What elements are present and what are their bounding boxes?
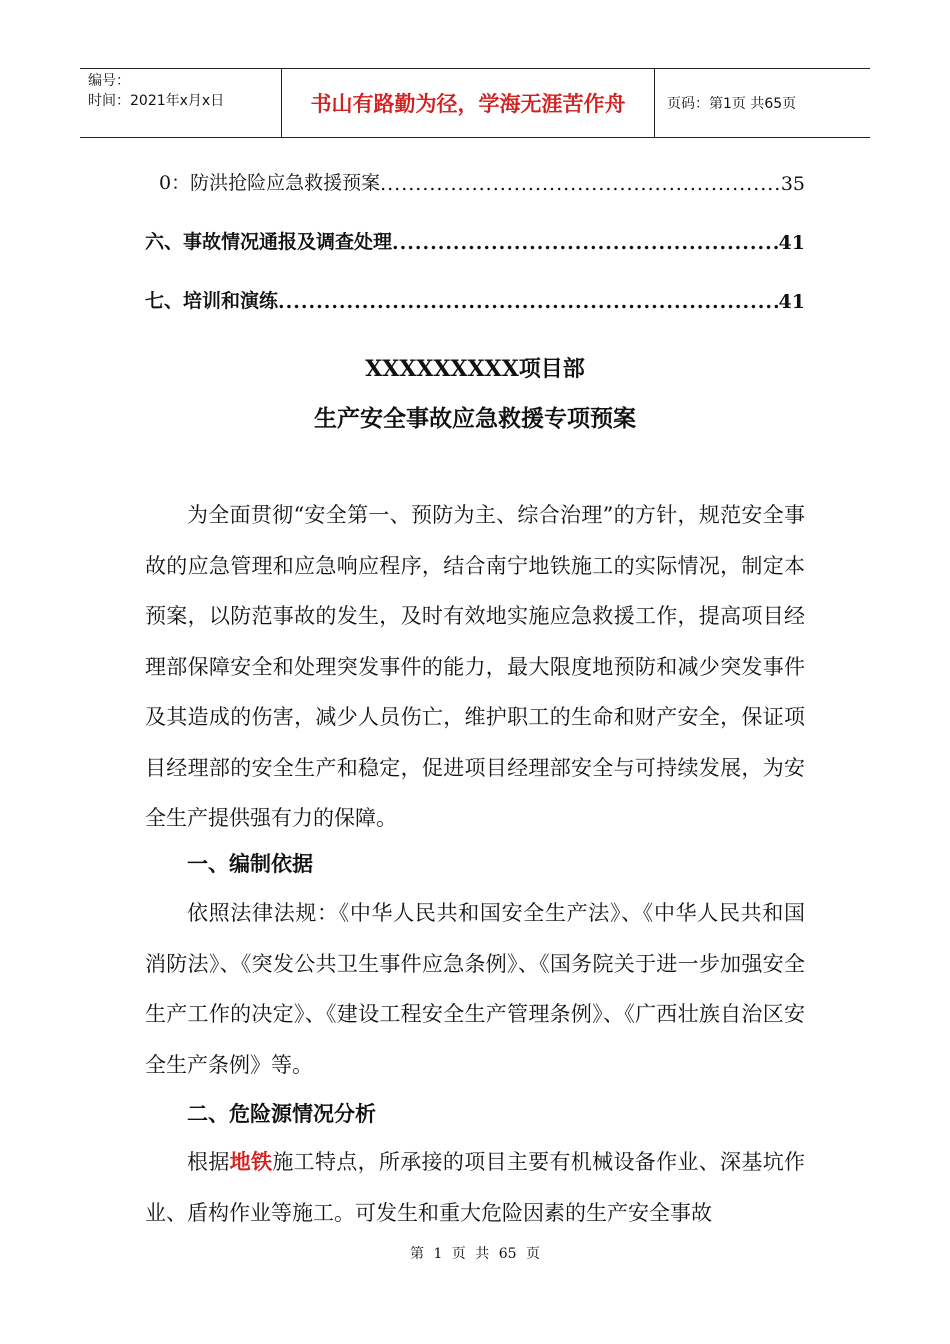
section2-highlight: 地铁 bbox=[229, 1149, 273, 1174]
section2-heading: 二、危险源情况分析 bbox=[187, 1101, 376, 1126]
toc-entry-page: 41 bbox=[778, 232, 805, 254]
page-header bbox=[80, 68, 870, 138]
section2-rest: 施工特点，所承接的项目主要有机械设备作业、深基坑作业、盾构作业等施工。可发生和重大危险因素的生产安全事故 bbox=[145, 1150, 806, 1225]
intro-paragraph: 为全面贯彻“安全第一、预防为主、综合治理”的方针，规范安全事故的应急管理和应急响应程序，结合南宁地铁施工的实际情况，制定本预案，以防范事故的发生，及时有效地实施应急救援工作，提高项目经理部保障安全和处理突发事件的能力，最大限度地预防和减少突发事件及其造成的伤害，减少人员伤亡，维护职工的生命和财产安全，保证项目经理部的安全生产和稳定，促进项目经理部安全与可持续发展，为安全生产提供强有力的保障。 bbox=[145, 503, 805, 830]
toc-entry[interactable] bbox=[145, 165, 805, 195]
header-page-info: 页码：第1页 共65页 bbox=[667, 96, 797, 112]
header-motto: 书山有路勤为径，学海无涯苦作舟 bbox=[282, 69, 655, 137]
time-label: 时间：2021年x月x日 bbox=[88, 93, 225, 109]
toc-leader bbox=[380, 173, 781, 195]
toc-entry[interactable] bbox=[145, 283, 805, 313]
toc-entry-page: 41 bbox=[778, 291, 805, 313]
section2-paragraph bbox=[145, 1137, 805, 1238]
section1-heading: 一、编制依据 bbox=[187, 851, 313, 876]
header-meta bbox=[80, 69, 282, 137]
toc-entry[interactable] bbox=[145, 224, 805, 254]
toc-entry-title: 六、事故情况通报及调查处理 bbox=[145, 231, 393, 253]
doc-title-line2: 生产安全事故应急救援专项预案 bbox=[314, 405, 636, 432]
toc-leader bbox=[278, 291, 779, 313]
doc-title-line1: XXXXXXXXX项目部 bbox=[365, 356, 585, 382]
toc-entry-title: 0：防洪抢险应急救援预案 bbox=[159, 172, 381, 194]
number-label: 编号： bbox=[88, 73, 130, 89]
toc-entry-page: 35 bbox=[780, 173, 805, 195]
toc-leader bbox=[392, 232, 779, 254]
section2-prefix: 根据 bbox=[187, 1150, 230, 1174]
page-footer: 第 1 页 共 65 页 bbox=[410, 1246, 540, 1262]
section1-paragraph: 依照法律法规：《中华人民共和国安全生产法》、《中华人民共和国消防法》、《突发公共卫生事件应急条例》、《国务院关于进一步加强安全生产工作的决定》、《建设工程安全生产管理条例》、《广西壮族自治区安全生产条例》等。 bbox=[145, 901, 805, 1077]
toc-entry-title: 七、培训和演练 bbox=[145, 290, 279, 312]
